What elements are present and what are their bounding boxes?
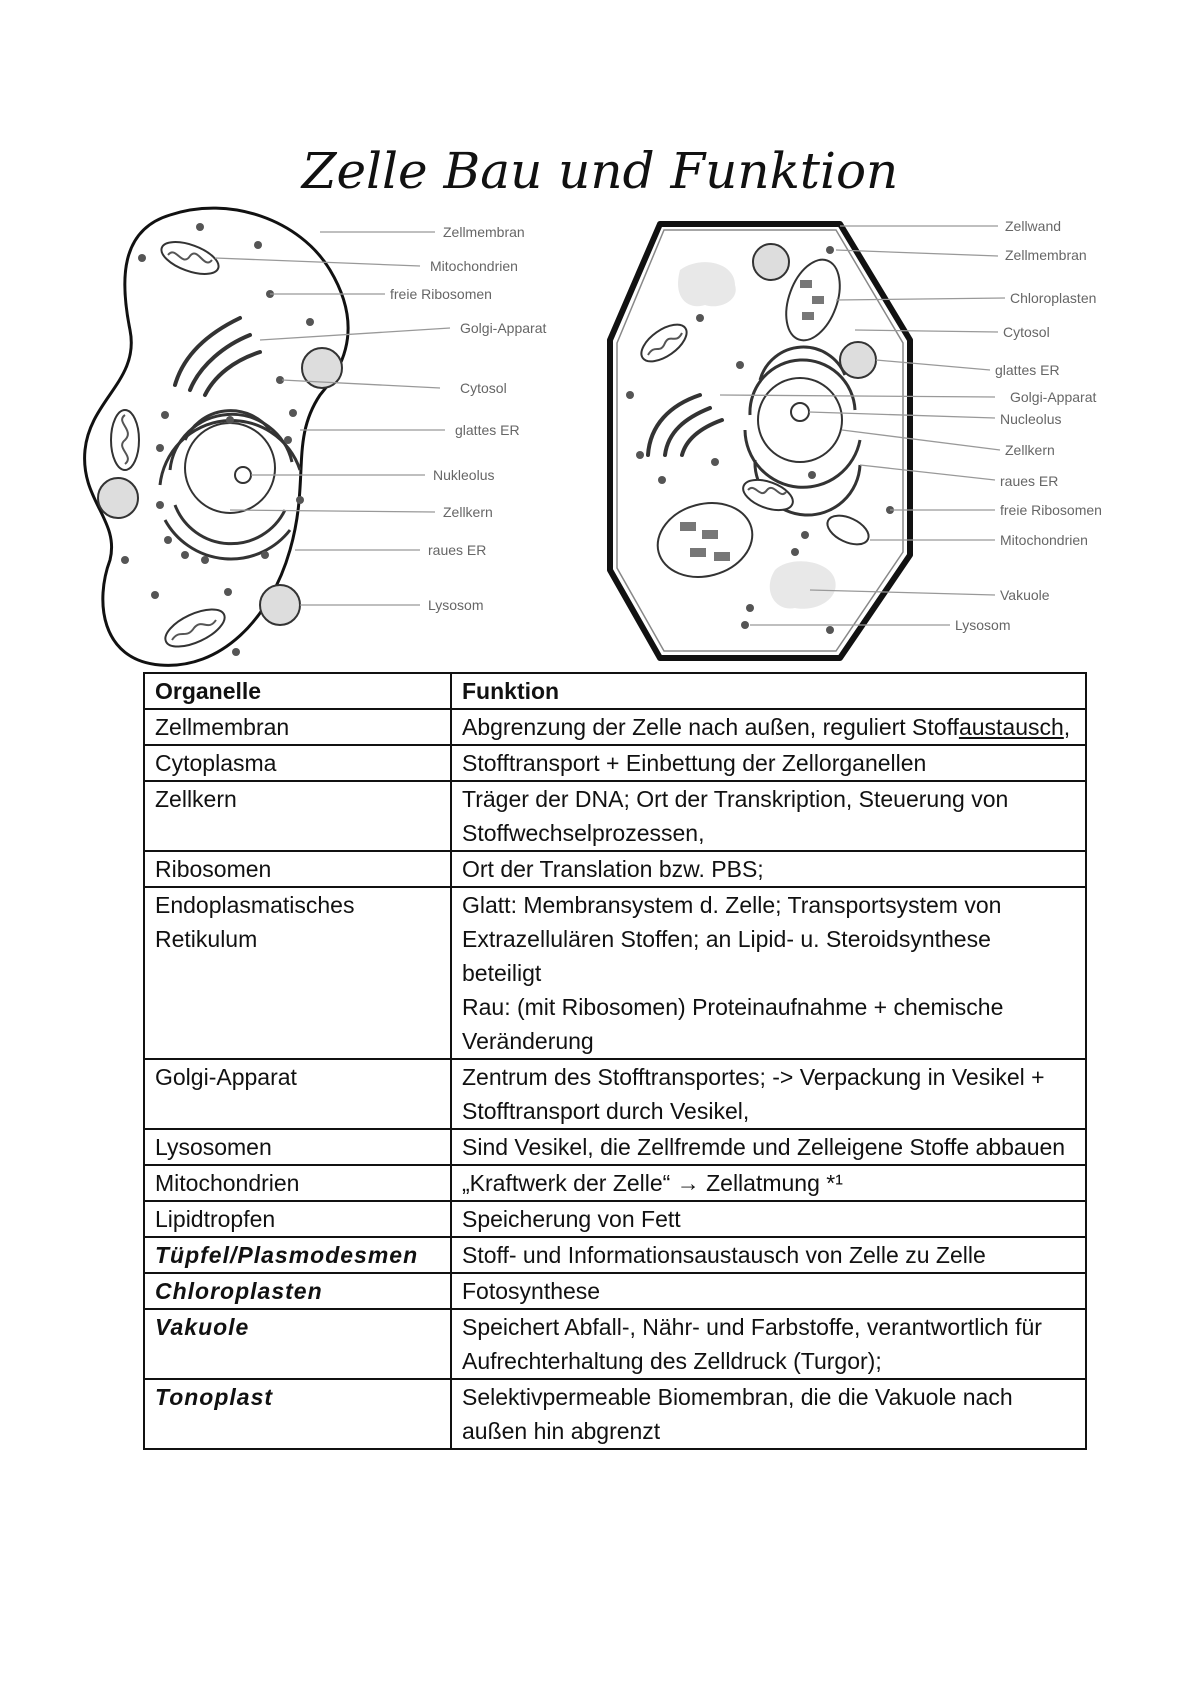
organelle-cell: Zellmembran: [144, 709, 451, 745]
plant-label: glattes ER: [995, 362, 1060, 378]
plant-free-ribosome: [746, 604, 754, 612]
animal-mitochondrion: [111, 410, 139, 470]
animal-nucleus: [185, 423, 275, 513]
organelle-cell: Tonoplast: [144, 1379, 451, 1449]
table-row: [144, 1379, 1086, 1449]
plant-free-ribosome: [826, 626, 834, 634]
plant-vacuole: [770, 561, 836, 608]
animal-ribosome-dot: [201, 556, 209, 564]
function-cell: Sind Vesikel, die Zellfremde und Zelleigene Stoffe abbauen: [451, 1129, 1086, 1165]
plant-free-ribosome: [711, 458, 719, 466]
function-cell: Speichert Abfall-, Nähr- und Farbstoffe, verantwortlich für Aufrechterhaltung des Zelldruck (Turgor);: [451, 1309, 1086, 1379]
animal-free-ribosome: [151, 591, 159, 599]
organelle-cell: Chloroplasten: [144, 1273, 451, 1309]
plant-label: Vakuole: [1000, 587, 1050, 603]
organelle-cell: Vakuole: [144, 1309, 451, 1379]
animal-free-ribosome: [289, 409, 297, 417]
function-cell: Speicherung von Fett: [451, 1201, 1086, 1237]
animal-free-ribosome: [226, 416, 234, 424]
plant-cell-diagram: [610, 218, 1102, 658]
organelle-cell: Tüpfel/Plasmodesmen: [144, 1237, 451, 1273]
header-function: Funktion: [451, 673, 1086, 709]
function-cell: „Kraftwerk der Zelle“ → Zellatmung *¹: [451, 1165, 1086, 1201]
table-row: [144, 851, 1086, 887]
animal-label: freie Ribosomen: [390, 286, 492, 302]
header-organelle: Organelle: [144, 673, 451, 709]
table-row: [144, 1309, 1086, 1379]
animal-ribosome-dot: [164, 536, 172, 544]
function-cell: Ort der Translation bzw. PBS;: [451, 851, 1086, 887]
organelle-cell: Golgi-Apparat: [144, 1059, 451, 1129]
plant-free-ribosome: [626, 391, 634, 399]
plant-labels: [955, 218, 1102, 633]
plant-label: Golgi-Apparat: [1010, 389, 1097, 405]
organelle-cell: Cytoplasma: [144, 745, 451, 781]
organelle-cell: Ribosomen: [144, 851, 451, 887]
organelle-cell: Lysosomen: [144, 1129, 451, 1165]
function-text: Abgrenzung der Zelle nach außen, reguliert Stoff: [462, 714, 959, 740]
animal-ribosome-dot: [181, 551, 189, 559]
table-row: [144, 1237, 1086, 1273]
table-row: [144, 781, 1086, 851]
table-header-row: [144, 673, 1086, 709]
plant-nucleolus: [791, 403, 809, 421]
animal-free-ribosome: [156, 444, 164, 452]
animal-free-ribosome: [196, 223, 204, 231]
plant-free-ribosome: [696, 314, 704, 322]
animal-label: Mitochondrien: [430, 258, 518, 274]
animal-free-ribosome: [161, 411, 169, 419]
animal-label: Golgi-Apparat: [460, 320, 547, 336]
animal-free-ribosome: [232, 648, 240, 656]
table-row: [144, 1129, 1086, 1165]
page-title: Zelle Bau und Funktion: [301, 142, 899, 200]
function-text: ,: [1063, 714, 1071, 740]
function-cell: Stoff- und Informationsaustausch von Zelle zu Zelle: [451, 1237, 1086, 1273]
organelle-cell: Lipidtropfen: [144, 1201, 451, 1237]
plant-label: freie Ribosomen: [1000, 502, 1102, 518]
plant-label: Mitochondrien: [1000, 532, 1088, 548]
animal-label: glattes ER: [455, 422, 520, 438]
plant-label: Chloroplasten: [1010, 290, 1097, 306]
plant-lysosome: [753, 244, 789, 280]
animal-label: Zellkern: [443, 504, 493, 520]
animal-label: Lysosom: [428, 597, 484, 613]
animal-free-ribosome: [224, 588, 232, 596]
table-row: [144, 1059, 1086, 1129]
function-cell: Fotosynthese: [451, 1273, 1086, 1309]
function-cell: Selektivpermeable Biomembran, die die Vakuole nach außen hin abgrenzt: [451, 1379, 1086, 1449]
plant-label: Cytosol: [1003, 324, 1050, 340]
plant-free-ribosome: [736, 361, 744, 369]
plant-label: Nucleolus: [1000, 411, 1062, 427]
organelle-cell: Zellkern: [144, 781, 451, 851]
plant-free-ribosome: [808, 471, 816, 479]
plant-label: raues ER: [1000, 473, 1059, 489]
function-text: Rau: (mit Ribosomen) Proteinaufnahme + chemische Veränderung: [462, 994, 1004, 1054]
plant-free-ribosome: [636, 451, 644, 459]
table-row: [144, 1165, 1086, 1201]
animal-free-ribosome: [261, 551, 269, 559]
plant-label: Zellkern: [1005, 442, 1055, 458]
plant-label: Zellmembran: [1005, 247, 1087, 263]
animal-label: Nukleolus: [433, 467, 495, 483]
function-cell: [451, 887, 1086, 1059]
animal-nucleolus: [235, 467, 251, 483]
plant-free-ribosome: [741, 621, 749, 629]
organelle-table: [143, 672, 1087, 1450]
animal-ribosome-dot: [156, 501, 164, 509]
animal-free-ribosome: [121, 556, 129, 564]
animal-lysosome: [260, 585, 300, 625]
animal-free-ribosome: [254, 241, 262, 249]
animal-cell-diagram: [85, 208, 547, 665]
animal-labels: [390, 224, 546, 613]
function-underlined-text: austausch: [958, 714, 1064, 740]
animal-label: raues ER: [428, 542, 487, 558]
organelle-cell: Mitochondrien: [144, 1165, 451, 1201]
plant-free-ribosome: [791, 548, 799, 556]
animal-free-ribosome: [138, 254, 146, 262]
plant-lysosome: [840, 342, 876, 378]
table-row: [144, 887, 1086, 1059]
animal-label: Zellmembran: [443, 224, 525, 240]
table-row: [144, 745, 1086, 781]
organelle-cell: Endoplasmatisches Retikulum: [144, 887, 451, 1059]
animal-ribosome-dot: [296, 496, 304, 504]
table-row: [144, 709, 1086, 745]
table-row: [144, 1273, 1086, 1309]
function-cell: [451, 709, 1086, 745]
animal-ribosome-dot: [284, 436, 292, 444]
function-cell: Zentrum des Stofftransportes; -> Verpackung in Vesikel + Stofftransport durch Vesikel,: [451, 1059, 1086, 1129]
animal-lysosome: [98, 478, 138, 518]
animal-free-ribosome: [306, 318, 314, 326]
cell-diagrams: [0, 0, 1200, 672]
plant-free-ribosome: [826, 246, 834, 254]
function-cell: Träger der DNA; Ort der Transkription, Steuerung von Stoffwechselprozessen,: [451, 781, 1086, 851]
plant-label: Zellwand: [1005, 218, 1062, 234]
function-cell: Stofftransport + Einbettung der Zellorganellen: [451, 745, 1086, 781]
function-text: Glatt: Membransystem d. Zelle; Transportsystem von Extrazellulären Stoffen; an Lipid- u. Steroidsynthese beteiligt: [462, 892, 1002, 986]
animal-label: Cytosol: [460, 380, 507, 396]
plant-cell-wall: [610, 224, 910, 658]
plant-label: Lysosom: [955, 617, 1011, 633]
plant-free-ribosome: [658, 476, 666, 484]
table-row: [144, 1201, 1086, 1237]
plant-free-ribosome: [801, 531, 809, 539]
